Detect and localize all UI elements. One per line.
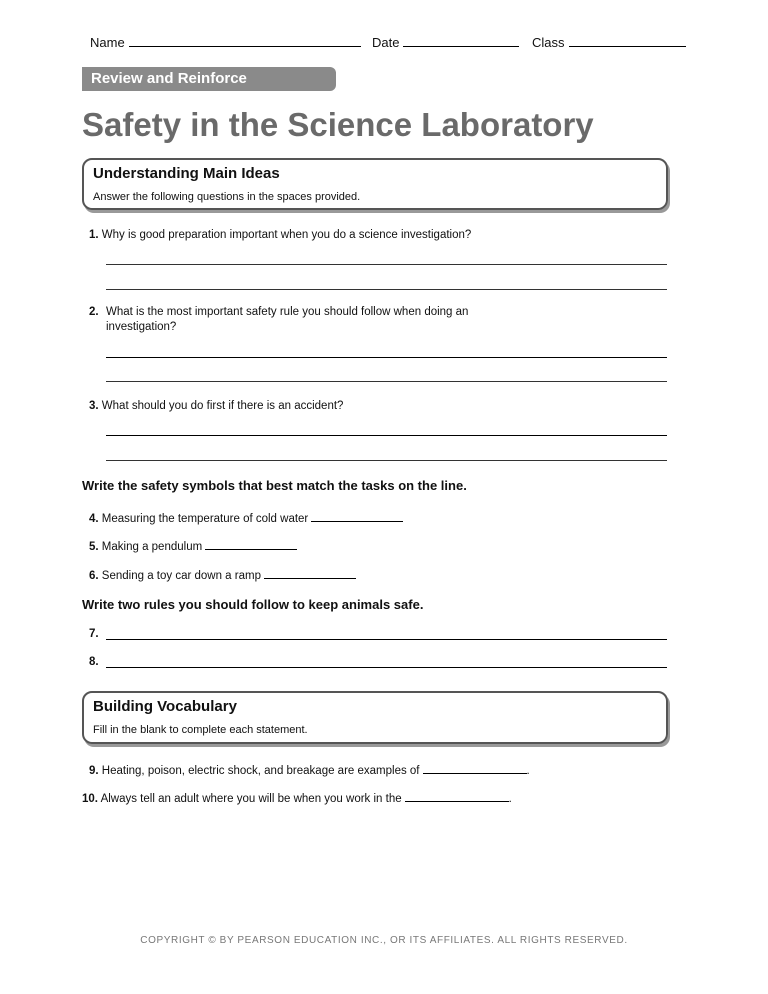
question-number: 8. (89, 656, 99, 668)
main-ideas-box (82, 158, 668, 210)
question-number: 9. (89, 765, 99, 777)
copyright-footer: COPYRIGHT © BY PEARSON EDUCATION INC., OR ITS AFFILIATES. ALL RIGHTS RESERVED. (140, 935, 628, 946)
main-ideas-instructions: Answer the following questions in the spaces provided. (93, 191, 361, 203)
date-label: Date (372, 35, 400, 50)
question-8 (89, 655, 99, 670)
question-7 (89, 627, 99, 642)
vocabulary-box (82, 691, 668, 744)
vocabulary-instructions: Fill in the blank to complete each statement. (93, 724, 308, 736)
answer-blank[interactable] (264, 567, 356, 579)
answer-line-2b[interactable] (106, 381, 667, 382)
sentence-end: . (508, 793, 512, 805)
question-10 (82, 790, 512, 807)
question-number: 6. (89, 570, 99, 582)
question-number: 10. (82, 793, 98, 805)
answer-line-1b[interactable] (106, 289, 667, 290)
answer-line-3a[interactable] (106, 435, 667, 436)
review-banner: Review and Reinforce (82, 67, 336, 91)
question-text: Making a pendulum (101, 541, 203, 553)
question-1 (89, 228, 471, 243)
main-ideas-title: Understanding Main Ideas (93, 165, 280, 182)
question-4 (89, 510, 403, 527)
question-5 (89, 538, 297, 555)
date-blank[interactable] (403, 33, 519, 47)
date-field[interactable] (372, 33, 519, 50)
class-field[interactable] (532, 33, 686, 50)
sentence-end: . (526, 765, 530, 777)
page-title: Safety in the Science Laboratory (82, 106, 594, 143)
question-number: 7. (89, 628, 99, 640)
name-field[interactable] (90, 33, 361, 50)
answer-line-8[interactable] (106, 667, 667, 668)
question-3 (89, 399, 343, 414)
question-text: Why is good preparation important when you do a science investigation? (101, 229, 472, 241)
question-text: Heating, poison, electric shock, and breakage are examples of (101, 765, 420, 777)
answer-line-1a[interactable] (106, 264, 667, 265)
answer-blank[interactable] (423, 762, 527, 774)
name-label: Name (90, 35, 125, 50)
class-blank[interactable] (569, 33, 686, 47)
vocabulary-title: Building Vocabulary (93, 698, 237, 715)
question-text: Sending a toy car down a ramp (101, 570, 261, 582)
question-number: 4. (89, 513, 99, 525)
question-text: Always tell an adult where you will be when you work in the (100, 793, 402, 805)
question-text: What is the most important safety rule you should follow when doing an investigation? (106, 306, 469, 333)
safety-symbols-heading: Write the safety symbols that best match the tasks on the line. (82, 478, 467, 493)
question-number: 3. (89, 400, 99, 412)
answer-blank[interactable] (311, 510, 403, 522)
question-6 (89, 567, 356, 584)
question-text: Measuring the temperature of cold water (101, 513, 309, 525)
question-number: 1. (89, 229, 99, 241)
answer-blank[interactable] (205, 538, 297, 550)
question-9 (89, 762, 530, 779)
animal-rules-heading: Write two rules you should follow to keep animals safe. (82, 597, 424, 612)
answer-line-7[interactable] (106, 639, 667, 640)
question-number: 2. (89, 306, 99, 318)
answer-line-2a[interactable] (106, 357, 667, 358)
question-text: What should you do first if there is an accident? (101, 400, 344, 412)
question-number: 5. (89, 541, 99, 553)
name-blank[interactable] (129, 33, 361, 47)
answer-line-3b[interactable] (106, 460, 667, 461)
class-label: Class (532, 35, 565, 50)
answer-blank[interactable] (405, 790, 509, 802)
question-2 (89, 305, 99, 320)
